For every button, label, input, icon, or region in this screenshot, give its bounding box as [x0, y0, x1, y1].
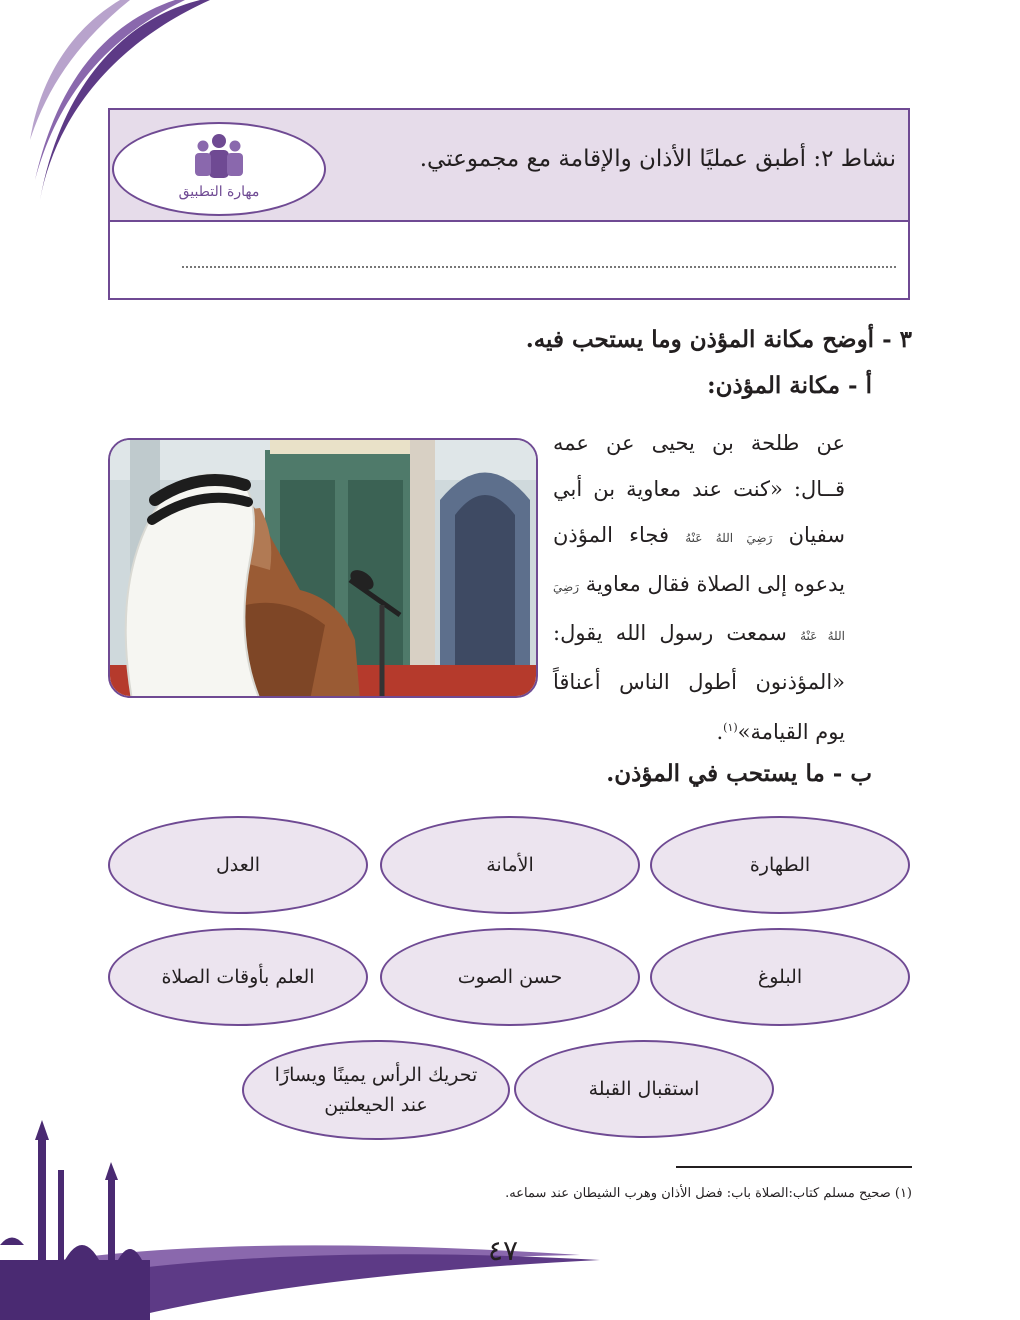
hadith-part-1: عن طلحة بن يحيى عن عمه قــال: «كنت عند معاوية بن أبي سفيان	[553, 431, 845, 547]
trait-label: الطهارة	[749, 854, 811, 876]
trait-label: استقبال القبلة	[588, 1078, 700, 1100]
radiya-honorific-1: رَضِيَ اللهُ عَنْهُ	[685, 531, 773, 545]
skill-label: مهارة التطبيق	[178, 184, 260, 200]
trait-pill	[380, 816, 640, 914]
hadith-part-3: سمعت رسول الله يقول: «المؤذنون أطول الناس أعناقاً يوم القيامة»	[553, 621, 845, 744]
activity-box	[108, 108, 910, 300]
trait-pill	[380, 928, 640, 1026]
muezzin-illustration	[108, 438, 538, 698]
mosque-silhouette-decoration	[0, 1120, 600, 1320]
hadith-text	[553, 420, 845, 755]
trait-label: الأمانة	[486, 854, 534, 876]
trait-pill	[650, 816, 910, 914]
part-a-title: أ - مكانة المؤذن:	[707, 372, 872, 399]
trait-pill	[108, 816, 368, 914]
radiya-honorific-2: رَضِيَ اللهُ عَنْهُ	[553, 580, 845, 643]
group-people-icon	[190, 132, 248, 180]
hadith-end-mark: .	[716, 720, 724, 744]
activity-header	[110, 110, 908, 222]
skill-badge	[112, 122, 326, 216]
trait-label: حسن الصوت	[457, 966, 563, 988]
activity-label: نشاط ٢:	[813, 146, 896, 172]
trait-label-line-2: عند الحيعلتين	[324, 1094, 428, 1116]
footnote-reference: (١)	[723, 721, 738, 734]
trait-pill	[108, 928, 368, 1026]
page-number: ٤٧	[488, 1234, 519, 1267]
question-3-title: ٣ - أوضح مكانة المؤذن وما يستحب فيه.	[525, 326, 912, 353]
hadith-part-2: فجاء المؤذن يدعوه إلى الصلاة فقال معاوية	[553, 523, 845, 596]
activity-text: أطبق عمليًا الأذان والإقامة مع مجموعتي.	[419, 146, 807, 172]
trait-label: العلم بأوقات الصلاة	[161, 966, 315, 988]
footnote: (١) صحيح مسلم كتاب:الصلاة باب: فضل الأذان وهرب الشيطان عند سماعه.	[505, 1186, 912, 1201]
activity-instruction	[420, 146, 896, 172]
trait-pill	[650, 928, 910, 1026]
trait-label: البلوغ	[757, 966, 803, 988]
trait-label: العدل	[216, 854, 261, 876]
footnote-separator	[676, 1166, 912, 1168]
answer-dotted-line[interactable]	[182, 266, 896, 268]
part-b-title: ب - ما يستحب في المؤذن.	[606, 760, 872, 787]
trait-label-line-1: تحريك الرأس يمينًا ويسارًا	[274, 1064, 478, 1086]
